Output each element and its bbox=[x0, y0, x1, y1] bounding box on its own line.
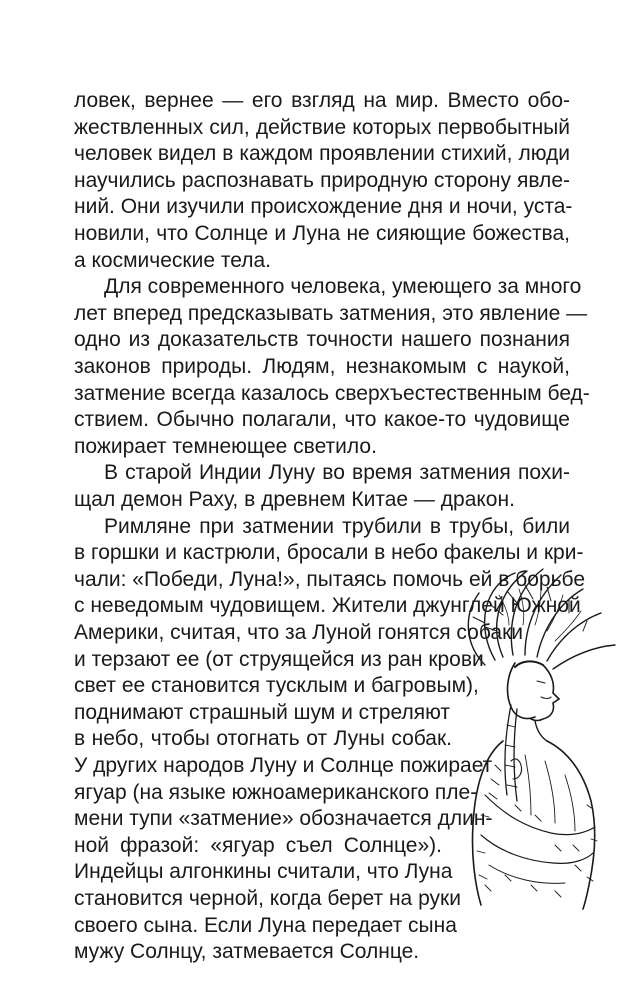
paragraph-first-line: Римляне при затмении трубили в трубы, били bbox=[104, 514, 570, 538]
text-line: пожирает темнеющее светило. bbox=[74, 434, 377, 458]
text-line: научились распознавать природную сторону явле- bbox=[74, 168, 570, 192]
text-line: своего сына. Если Луна передает сына bbox=[74, 913, 457, 937]
text-line: лет вперед предсказывать затмения, это явление — bbox=[74, 301, 588, 325]
text-line: одно из доказательств точности нашего познания bbox=[74, 328, 570, 352]
text-line: поднимают страшный шум и стреляют bbox=[74, 700, 450, 724]
text-line: Индейцы алгонкины считали, что Луна bbox=[74, 860, 453, 884]
text-line: новили, что Солнце и Луна не сияющие божества, bbox=[74, 222, 570, 245]
text-line: щал демон Раху, в древнем Китае — дракон. bbox=[74, 488, 515, 511]
text-line: ний. Они изучили происхождение дня и ночи, уста- bbox=[74, 195, 573, 219]
text-line: в небо, чтобы отогнать от Луны собак. bbox=[74, 727, 452, 751]
text-line: ловек, вернее — его взгляд на мир. Вместо обо- bbox=[74, 89, 570, 112]
text-line: человек видел в каждом проявлении стихий, люди bbox=[74, 142, 570, 166]
text-line: становится черной, когда берет на руки bbox=[74, 887, 461, 910]
text-line: свет ее становится тусклым и багровым), bbox=[74, 674, 479, 698]
text-line: в горшки и кастрюли, бросали в небо факелы и кри- bbox=[74, 541, 584, 565]
text-line: ной фразой: «ягуар съел Солнце»). bbox=[74, 833, 442, 857]
native-american-chief-illustration bbox=[455, 565, 633, 910]
text-line: ягуар (на языке южноамериканского пле- bbox=[74, 780, 478, 804]
text-line: законов природы. Людям, незнакомым с наукой, bbox=[74, 355, 570, 378]
text-line: чали: «Победи, Луна!», пытаясь помочь ей в борьбе bbox=[74, 567, 585, 591]
text-line: и терзают ее (от струящейся из ран крови bbox=[74, 647, 484, 671]
text-line: ствием. Обычно полагали, что какое-то чудовище bbox=[74, 408, 570, 432]
text-line: У других народов Луну и Солнце пожирает bbox=[74, 754, 493, 777]
text-line: а космические тела. bbox=[74, 248, 271, 272]
text-line: Америки, считая, что за Луной гонятся собаки bbox=[74, 621, 523, 644]
text-line: жествленных сил, действие которых первобытный bbox=[74, 115, 570, 139]
text-line: мени тупи «затмение» обозначается длин- bbox=[74, 807, 493, 831]
text-line: с неведомым чудовищем. Жители джунглей Южной bbox=[74, 594, 581, 618]
text-line: затмение всегда казалось сверхъестественным бед- bbox=[74, 381, 590, 405]
text-line: мужу Солнцу, затмевается Солнце. bbox=[74, 940, 420, 964]
paragraph-first-line: В старой Индии Луну во время затмения похи- bbox=[104, 461, 570, 485]
paragraph-first-line: Для современного человека, умеющего за много bbox=[104, 275, 582, 299]
